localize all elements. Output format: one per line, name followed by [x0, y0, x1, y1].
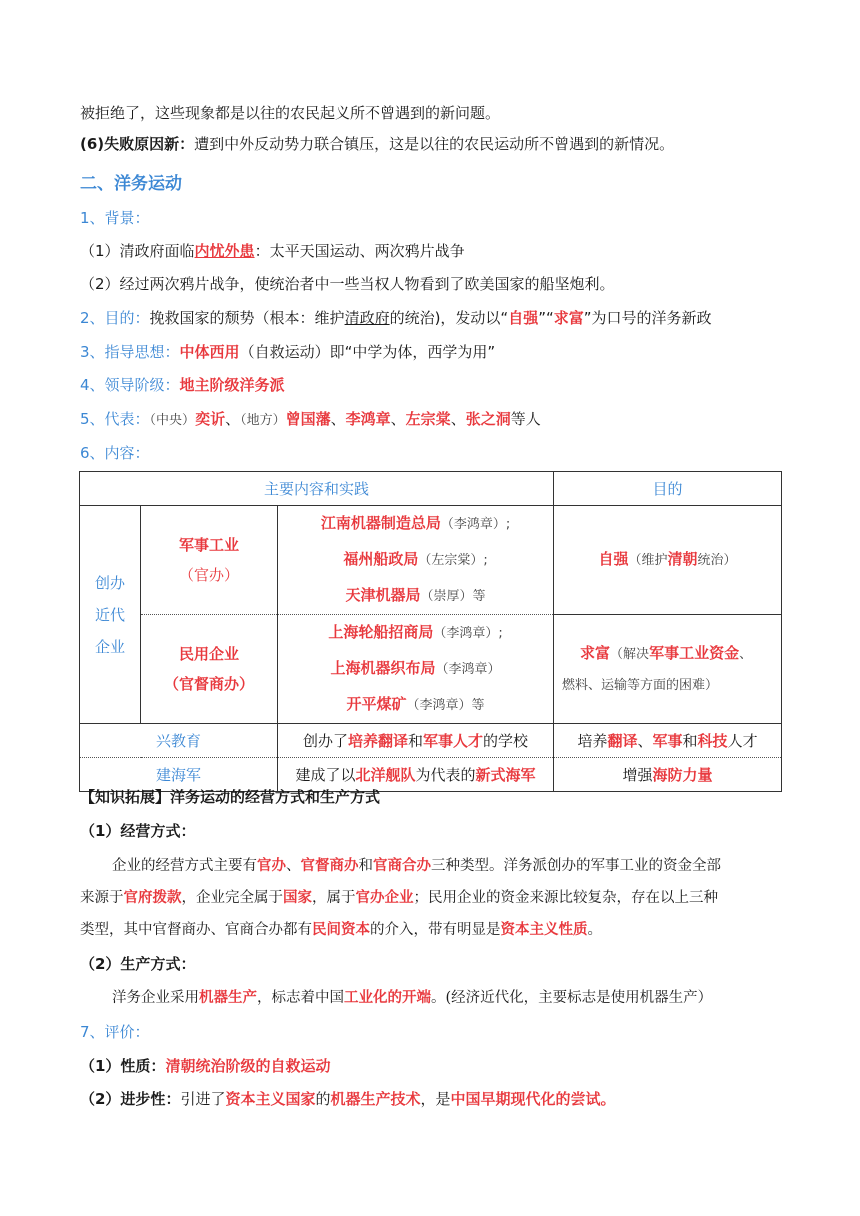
- education-label: 兴教育: [80, 724, 278, 758]
- highlight: 新式海军: [475, 765, 536, 784]
- highlight: 科技: [697, 731, 728, 750]
- purpose-text: 、: [739, 646, 753, 662]
- text: 培养: [577, 731, 608, 750]
- text: 企业的经营方式主要有: [112, 858, 257, 874]
- text: 建成了以: [295, 765, 356, 784]
- evaluation-heading: 7、评价：: [80, 1023, 150, 1041]
- representatives-local: （地方）: [240, 413, 286, 428]
- military-industry-type: （官办）: [178, 566, 239, 584]
- representative-1: 奕䜣: [195, 410, 226, 428]
- purpose-highlight: 求富: [580, 643, 611, 662]
- separator: 、: [390, 410, 406, 428]
- civil-industry-cell: [141, 615, 278, 724]
- ideology-label: 3、指导思想：: [80, 343, 180, 361]
- background-item-1-suffix: ：太平天国运动、两次鸦片战争: [254, 242, 465, 260]
- military-items-cell: [278, 506, 554, 615]
- content-heading: 6、内容：: [80, 444, 150, 462]
- text: 和: [682, 731, 698, 750]
- civil-purpose-cell: [554, 615, 782, 724]
- civil-industry-name: 民用企业: [178, 645, 239, 663]
- purpose-highlight: 清朝: [667, 550, 698, 568]
- civil-item: [278, 651, 553, 687]
- representatives-label: 5、代表：: [80, 410, 150, 428]
- civil-items-cell: [278, 615, 554, 724]
- leaders-line: [80, 374, 285, 396]
- item-note: （崇厚）等: [420, 589, 486, 604]
- failure-label: (6)失败原因新：: [80, 135, 195, 153]
- highlight: 中国早期现代化的尝试。: [450, 1090, 616, 1108]
- background-item-1: [80, 240, 465, 262]
- representative-5: 张之洞: [465, 410, 511, 428]
- table-row-civil: [80, 615, 782, 724]
- table-header-row: [80, 472, 782, 506]
- purpose-text-underlined: 清政府: [344, 309, 390, 327]
- purpose-highlight-1: 自强: [508, 309, 539, 327]
- military-item: [278, 542, 553, 578]
- management-line-2: [80, 887, 718, 909]
- civil-item: [278, 615, 553, 651]
- nature-highlight: 清朝统治阶级的自救运动: [165, 1057, 331, 1075]
- text: 和: [358, 858, 373, 874]
- civil-item: [278, 687, 553, 723]
- header-purpose: 目的: [554, 472, 782, 506]
- highlight: 民间资本: [312, 921, 370, 938]
- navy-label: 建海军: [80, 758, 278, 792]
- text: 创办了: [302, 731, 348, 750]
- highlight: 翻译: [607, 731, 638, 750]
- civil-purpose-line-1: [562, 638, 781, 670]
- item-note: （李鸿章）;: [433, 626, 503, 641]
- highlight: 官办企业: [355, 889, 414, 906]
- text: 引进了: [180, 1090, 226, 1108]
- highlight: 官府拨款: [123, 889, 182, 906]
- text: 人才: [727, 731, 758, 750]
- background-item-2: （2）经过两次鸦片战争，使统治者中一些当权人物看到了欧美国家的船坚炮利。: [80, 275, 615, 293]
- education-purpose: [554, 724, 782, 758]
- text: 。(经济近代化，主要标志是使用机器生产）: [431, 990, 713, 1006]
- highlight: 培养翻译: [347, 731, 408, 750]
- item-note: （李鸿章）: [435, 662, 501, 677]
- item-name: 上海轮船招商局: [328, 623, 434, 641]
- separator: 、: [450, 410, 466, 428]
- purpose-text-b: 的统治)，发动以“: [389, 309, 509, 327]
- highlight: 资本主义国家: [225, 1090, 316, 1108]
- text: 、: [286, 858, 301, 874]
- separator: 、: [225, 410, 241, 428]
- highlight: 官办: [257, 857, 286, 874]
- item-name: 福州船政局: [343, 550, 419, 568]
- extension-title: 【知识拓展】洋务运动的经营方式和生产方式: [80, 788, 381, 806]
- leaders-label: 4、领导阶级：: [80, 376, 180, 394]
- text: 的学校: [483, 731, 529, 750]
- highlight: 海防力量: [652, 765, 713, 784]
- text: 为代表的: [415, 765, 476, 784]
- civil-industry-type: （官督商办）: [163, 675, 254, 693]
- failure-text: 遭到中外反动势力联合镇压，这是以往的农民运动所不曾遇到的新情况。: [194, 135, 675, 153]
- purpose-highlight-2: 求富: [553, 309, 584, 327]
- military-industry-name: 军事工业: [178, 536, 239, 554]
- text: 来源于: [80, 890, 124, 906]
- content-table: [79, 471, 782, 792]
- text: 的介入，带有明显是: [370, 922, 501, 938]
- item-note: （李鸿章）;: [440, 517, 511, 532]
- production-heading: （2）生产方式：: [80, 955, 196, 973]
- group-label-line: 创办: [94, 573, 125, 592]
- separator: 、: [330, 410, 346, 428]
- text: 和: [408, 731, 424, 750]
- header-main: 主要内容和实践: [80, 472, 554, 506]
- highlight: 工业化的开端: [344, 989, 431, 1006]
- military-item: [278, 506, 553, 542]
- group-label-line: 近代: [94, 605, 125, 624]
- progress-label: （2）进步性：: [80, 1090, 181, 1108]
- representative-2: 曾国藩: [285, 410, 331, 428]
- text: 增强: [622, 765, 653, 784]
- background-item-1-prefix: （1）清政府面临: [80, 242, 195, 260]
- highlight: 机器生产: [199, 989, 257, 1006]
- purpose-text-a: 挽救国家的颓势（根本：维护: [149, 309, 345, 327]
- management-heading: （1）经营方式：: [80, 822, 196, 840]
- ideology-line: [80, 341, 495, 363]
- item-name: 江南机器制造总局: [320, 514, 441, 532]
- intro-line-1: [80, 102, 500, 124]
- item-note: （左宗棠）;: [418, 553, 488, 568]
- text: 、: [637, 731, 653, 750]
- text: 三种类型。洋务派创办的军事工业的资金全部: [431, 858, 721, 874]
- purpose-text: （维护: [628, 553, 668, 568]
- purpose-highlight: 军事工业资金: [649, 643, 740, 662]
- item-name: 上海机器织布局: [330, 659, 436, 677]
- purpose-label: 2、目的：: [80, 309, 150, 327]
- purpose-text: （解决: [610, 646, 650, 662]
- ideology-highlight: 中体西用: [179, 343, 240, 361]
- civil-purpose-line-2: 燃料、运输等方面的困难）: [562, 677, 719, 693]
- education-content: [278, 724, 554, 758]
- representative-3: 李鸿章: [345, 410, 391, 428]
- highlight: 国家: [283, 889, 312, 906]
- evaluation-progress: [80, 1088, 616, 1110]
- representatives-tail: 等人: [510, 410, 541, 428]
- management-line-1: [112, 855, 721, 877]
- table-row-education: [80, 724, 782, 758]
- navy-purpose: [554, 758, 782, 792]
- text: 洋务企业采用: [112, 990, 199, 1006]
- text: ；民用企业的资金来源比较复杂，存在以上三种: [413, 890, 718, 906]
- text: ，企业完全属于: [181, 890, 283, 906]
- text: 的: [315, 1090, 331, 1108]
- purpose-text-c: ”“: [538, 309, 554, 327]
- background-item-1-highlight: 内忧外患: [194, 242, 255, 260]
- text: ，标志着中国: [257, 990, 344, 1006]
- item-name: 开平煤矿: [346, 695, 407, 713]
- item-note: （李鸿章）等: [406, 698, 485, 713]
- purpose-line: [80, 307, 712, 329]
- section-title: 二、洋务运动: [80, 174, 182, 194]
- military-item: [278, 578, 553, 614]
- highlight: 官商合办: [373, 857, 431, 874]
- background-heading: 1、背景：: [80, 209, 150, 227]
- highlight: 军事人才: [423, 731, 484, 750]
- text: ，是: [420, 1090, 451, 1108]
- text: 。: [587, 922, 602, 938]
- highlight: 机器生产技术: [330, 1090, 421, 1108]
- highlight: 资本主义性质: [500, 921, 588, 938]
- representatives-line: [80, 408, 541, 432]
- evaluation-nature: [80, 1055, 330, 1077]
- military-industry-cell: [141, 506, 278, 615]
- purpose-highlight: 自强: [598, 550, 629, 568]
- ideology-text: （自救运动）即“中学为体，西学为用”: [239, 343, 496, 361]
- text: 类型，其中官督商办、官商合办都有: [80, 922, 312, 938]
- nature-label: （1）性质：: [80, 1057, 166, 1075]
- management-line-3: [80, 919, 602, 941]
- group-label-line: 企业: [94, 637, 125, 656]
- leaders-highlight: 地主阶级洋务派: [179, 376, 285, 394]
- representatives-central: （中央）: [149, 413, 196, 428]
- intro-text: 被拒绝了，这些现象都是以往的农民起义所不曾遇到的新问题。: [80, 104, 501, 122]
- purpose-text-d: ”为口号的洋务新政: [583, 309, 712, 327]
- representative-4: 左宗棠: [405, 410, 451, 428]
- group-label-cell: [80, 506, 141, 724]
- item-name: 天津机器局: [345, 586, 421, 604]
- highlight: 军事: [652, 731, 683, 750]
- highlight: 官督商办: [300, 857, 359, 874]
- text: ，属于: [312, 890, 356, 906]
- purpose-text: 统治）: [697, 553, 737, 568]
- military-purpose-cell: [554, 506, 782, 615]
- production-line: [112, 987, 712, 1009]
- intro-line-2: [80, 133, 674, 155]
- table-row-military: [80, 506, 782, 615]
- highlight: 北洋舰队: [355, 765, 416, 784]
